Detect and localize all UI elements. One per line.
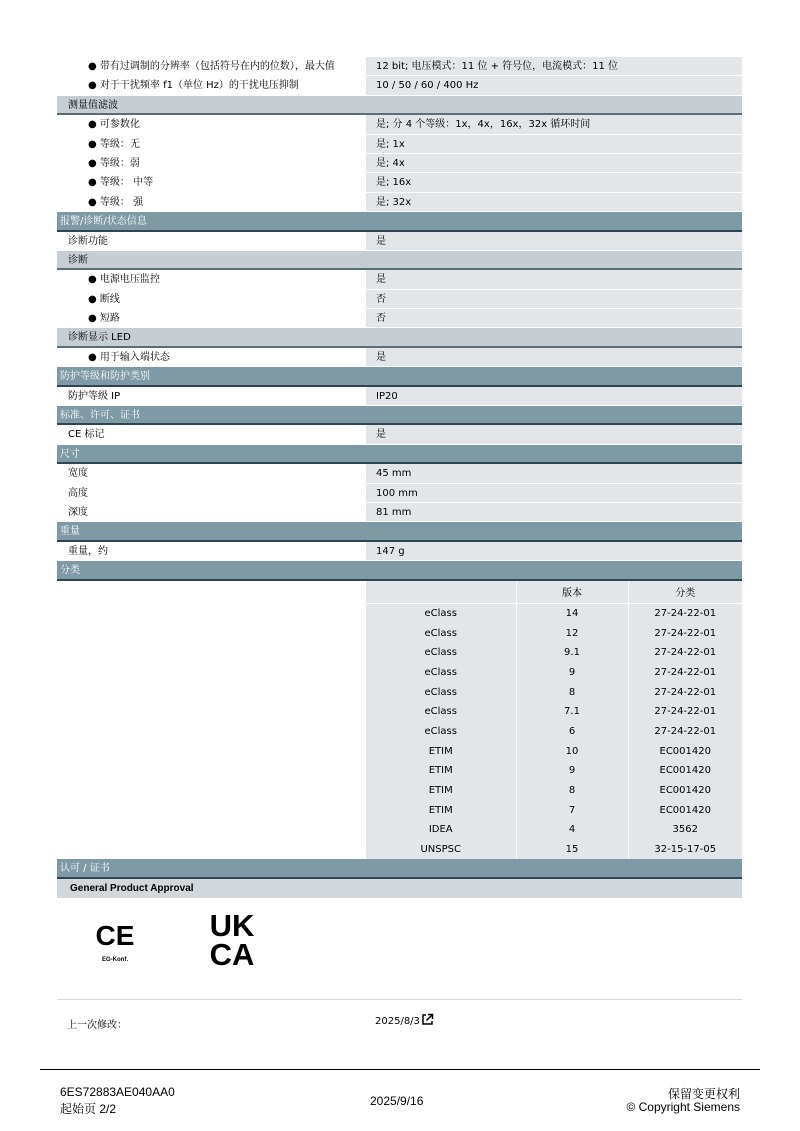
spec-label: 深度 — [68, 506, 88, 518]
approval-group-header: General Product Approval — [57, 879, 742, 898]
column-header-class: 分类 — [628, 581, 742, 604]
section-header: 认可 / 证书 — [57, 859, 742, 878]
column-header-version: 版本 — [516, 581, 628, 604]
classification-row — [366, 702, 742, 722]
spec-row — [57, 503, 742, 522]
spec-value: 是; 4x — [366, 154, 742, 172]
certification-logos — [57, 905, 357, 975]
ce-mark-logo — [93, 915, 137, 965]
spec-value: 147 g — [366, 542, 742, 560]
page-footer — [40, 1069, 760, 1131]
classification-row — [366, 840, 742, 860]
classification-version: 7.1 — [516, 702, 628, 722]
classification-system: eClass — [366, 604, 516, 624]
subsection-header: 诊断 — [57, 251, 742, 270]
spec-row — [57, 115, 742, 134]
section-header: 防护等级和防护类别 — [57, 367, 742, 386]
spec-value: IP20 — [366, 387, 742, 405]
classification-system: eClass — [366, 623, 516, 643]
spec-label: ● 带有过调制的分辨率（包括符号在内的位数），最大值 — [88, 61, 335, 72]
classification-code: 27-24-22-01 — [628, 604, 742, 624]
spec-label: 高度 — [68, 487, 88, 499]
spec-label: 诊断功能 — [68, 235, 108, 247]
spec-label: ● 等级： 中等 — [88, 177, 154, 189]
last-modified-row — [57, 999, 742, 1029]
spec-value: 否 — [366, 309, 742, 327]
spec-label: CE 标记 — [68, 429, 105, 441]
classification-code: 27-24-22-01 — [628, 682, 742, 702]
section-header: 分类 — [57, 561, 742, 580]
spec-value: 是; 16x — [366, 173, 742, 191]
spec-label: ● 用于输入端状态 — [88, 351, 170, 363]
classification-spacer — [57, 581, 366, 860]
spec-value: 是; 1x — [366, 135, 742, 153]
classification-row — [366, 643, 742, 663]
classification-code: EC001420 — [628, 781, 742, 801]
classification-code: 32-15-17-05 — [628, 840, 742, 860]
classification-code: 27-24-22-01 — [628, 722, 742, 742]
subsection-header: 诊断显示 LED — [57, 328, 742, 347]
classification-version: 12 — [516, 623, 628, 643]
section-header: 报警/诊断/状态信息 — [57, 212, 742, 231]
last-modified-date: 2025/8/3 — [375, 1016, 420, 1027]
spec-row — [57, 484, 742, 503]
section-header: 标准、许可、证书 — [57, 406, 742, 425]
spec-row — [57, 232, 742, 251]
spec-value: 是; 32x — [366, 193, 742, 211]
last-modified-label: 上一次修改： — [67, 1020, 127, 1031]
classification-code: 27-24-22-01 — [628, 663, 742, 683]
spec-label: ● 等级：无 — [88, 138, 140, 150]
spec-label: ● 对于干扰频率 f1（单位 Hz）的干扰电压抑制 — [88, 80, 299, 92]
rights-notice: 保留变更权利 — [667, 1087, 740, 1101]
classification-code: EC001420 — [628, 800, 742, 820]
classification-version: 9 — [516, 761, 628, 781]
classification-row — [366, 604, 742, 624]
classification-system: ETIM — [366, 781, 516, 801]
spec-row — [57, 542, 742, 561]
spec-label: ● 等级： 强 — [88, 196, 144, 208]
classification-block — [57, 581, 742, 860]
spec-value: 否 — [366, 290, 742, 308]
classification-system: ETIM — [366, 741, 516, 761]
classification-header-row — [366, 581, 742, 604]
spec-value: 100 mm — [366, 484, 742, 502]
classification-row — [366, 781, 742, 801]
spec-table — [57, 57, 742, 898]
subsection-header: 测量值滤波 — [57, 96, 742, 115]
spec-row — [57, 425, 742, 444]
classification-system: eClass — [366, 722, 516, 742]
spec-value: 是; 分 4 个等级：1x，4x，16x，32x 循环时间 — [366, 115, 742, 133]
classification-version: 7 — [516, 800, 628, 820]
spec-value: 是 — [366, 232, 742, 250]
print-date: 2025/9/16 — [370, 1094, 424, 1108]
spec-value: 是 — [366, 348, 742, 366]
classification-version: 9 — [516, 663, 628, 683]
spec-label: ● 等级：弱 — [88, 157, 140, 169]
classification-system: UNSPSC — [366, 840, 516, 860]
classification-system: ETIM — [366, 800, 516, 820]
classification-row — [366, 820, 742, 840]
classification-row — [366, 800, 742, 820]
external-link-icon[interactable] — [421, 1013, 434, 1026]
spec-row — [57, 76, 742, 95]
classification-system: eClass — [366, 682, 516, 702]
spec-row — [57, 309, 742, 328]
spec-value: 45 mm — [366, 464, 742, 482]
spec-label: 防护等级 IP — [68, 390, 121, 402]
classification-version: 14 — [516, 604, 628, 624]
spec-row — [57, 57, 742, 76]
ukca-top-text: UK — [209, 909, 255, 943]
classification-row — [366, 663, 742, 683]
classification-version: 4 — [516, 820, 628, 840]
spec-row — [57, 193, 742, 212]
part-number: 6ES72883AE040AA0 — [60, 1085, 175, 1099]
section-header: 重量 — [57, 522, 742, 541]
spec-row — [57, 387, 742, 406]
classification-system: eClass — [366, 643, 516, 663]
spec-row — [57, 290, 742, 309]
section-header: 尺寸 — [57, 445, 742, 464]
spec-row — [57, 173, 742, 192]
classification-row — [366, 761, 742, 781]
spec-label: 宽度 — [68, 468, 88, 480]
spec-row — [57, 348, 742, 367]
classification-version: 6 — [516, 722, 628, 742]
spec-label: ● 短路 — [88, 313, 120, 325]
classification-version: 15 — [516, 840, 628, 860]
classification-code: 3562 — [628, 820, 742, 840]
ce-caption: EG-Konf. — [102, 957, 128, 963]
classification-row — [366, 623, 742, 643]
ce-mark-text: CE — [95, 920, 135, 951]
classification-row — [366, 741, 742, 761]
copyright: © Copyright Siemens — [626, 1100, 740, 1114]
spec-row — [57, 154, 742, 173]
classification-version: 10 — [516, 741, 628, 761]
spec-row — [57, 135, 742, 154]
spec-row — [57, 464, 742, 483]
classification-version: 8 — [516, 781, 628, 801]
ukca-bottom-text: CA — [209, 937, 255, 967]
classification-code: 27-24-22-01 — [628, 702, 742, 722]
page-indicator: 起始页 2/2 — [60, 1102, 117, 1116]
classification-code: EC001420 — [628, 741, 742, 761]
classification-table — [366, 581, 742, 860]
spec-row — [57, 270, 742, 289]
spec-label: ● 电源电压监控 — [88, 274, 160, 286]
spec-value: 81 mm — [366, 503, 742, 521]
classification-code: EC001420 — [628, 761, 742, 781]
classification-code: 27-24-22-01 — [628, 643, 742, 663]
spec-value: 10 / 50 / 60 / 400 Hz — [366, 76, 742, 94]
spec-value: 12 bit; 电压模式：11 位 + 符号位，电流模式：11 位 — [366, 57, 742, 75]
classification-row — [366, 722, 742, 742]
spec-value: 是 — [366, 425, 742, 443]
classification-row — [366, 682, 742, 702]
classification-system: eClass — [366, 663, 516, 683]
classification-version: 9.1 — [516, 643, 628, 663]
classification-system: IDEA — [366, 820, 516, 840]
spec-label: ● 可参数化 — [88, 119, 140, 131]
classification-version: 8 — [516, 682, 628, 702]
spec-value: 是 — [366, 270, 742, 288]
spec-label: ● 断线 — [88, 293, 120, 305]
classification-system: eClass — [366, 702, 516, 722]
spec-label: 重量，约 — [68, 545, 108, 557]
ukca-logo — [202, 909, 262, 967]
column-header-system — [366, 581, 516, 604]
classification-system: ETIM — [366, 761, 516, 781]
classification-code: 27-24-22-01 — [628, 623, 742, 643]
